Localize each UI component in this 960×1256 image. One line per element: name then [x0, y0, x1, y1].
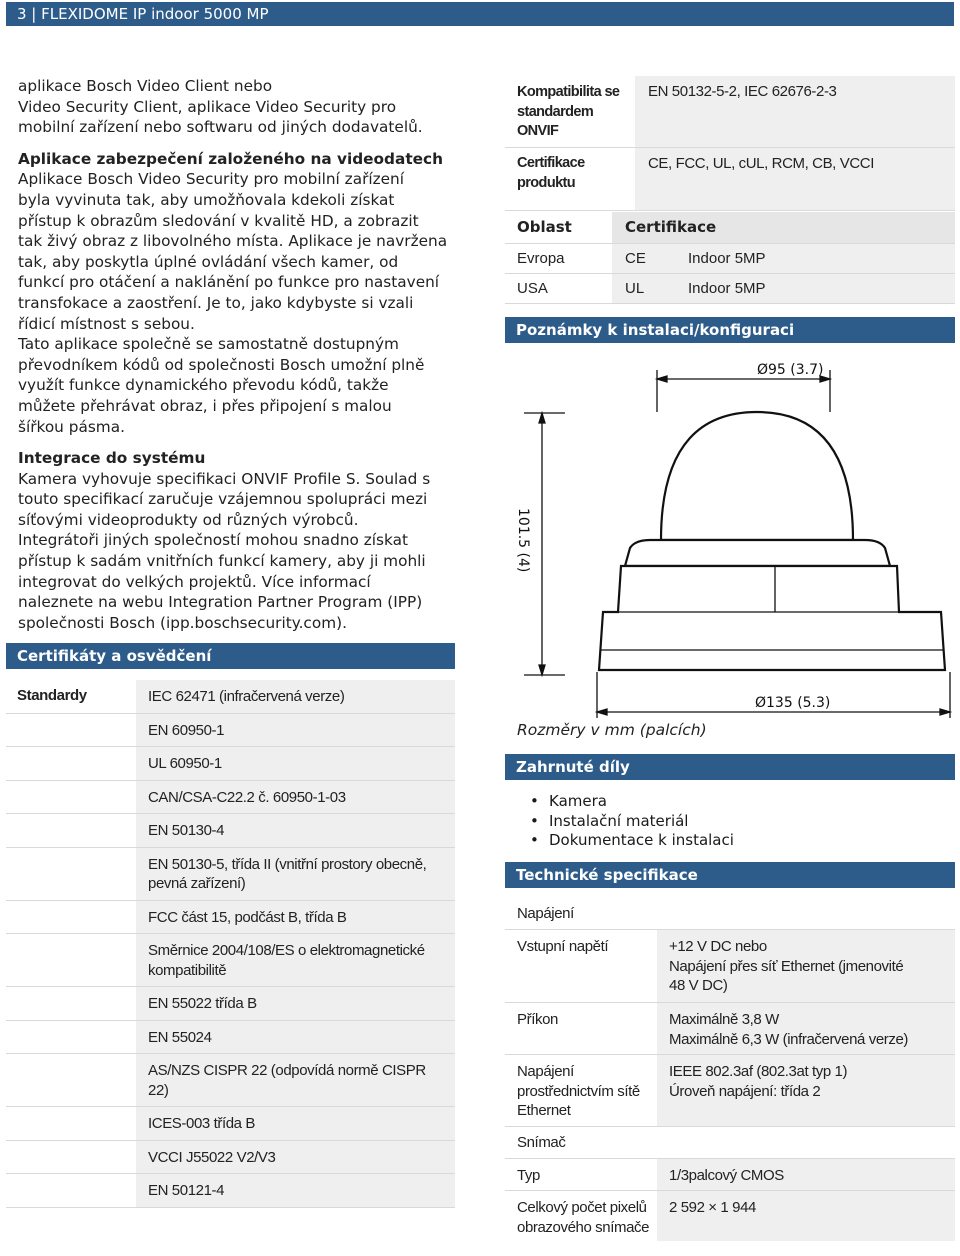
- value-line: Úroveň napájení: třída 2: [669, 1082, 821, 1100]
- integration-heading: Integrace do systému: [18, 449, 206, 468]
- spec-label: [505, 1055, 657, 1126]
- intro-line: aplikace Bosch Video Client nebo: [18, 77, 273, 95]
- paragraph-line: integrovat do velkých projektů. Více informací: [18, 572, 371, 591]
- paragraph-line: Integrátoři jiných společností mohou snadno získat: [18, 531, 408, 550]
- table-row: [6, 1174, 455, 1208]
- standard-item: EN 50130-5, třída II (vnitřní prostory obecně, pevná zařízení): [136, 848, 455, 900]
- product-cert-label: Certifikace produktu: [517, 155, 585, 191]
- table-row: [505, 76, 955, 148]
- included-parts-heading: Zahrnuté díly: [505, 754, 955, 780]
- standard-item: EN 50130-4: [136, 814, 455, 847]
- dim-bottom-label: Ø135 (5.3): [755, 695, 831, 711]
- onvif-value: EN 50132-5-2, IEC 62676-2-3: [635, 76, 955, 147]
- paragraph-line: šířkou pásma.: [18, 417, 125, 436]
- table-row: [505, 274, 955, 304]
- spec-value: [657, 1003, 955, 1054]
- label-line: prostřednictvím sítě: [517, 1082, 640, 1100]
- standard-item: FCC část 15, podčást B, třída B: [136, 901, 455, 934]
- table-row: [6, 901, 455, 935]
- spec-category: Snímač: [505, 1127, 955, 1159]
- dim-height-label: 101.5 (4): [515, 508, 531, 573]
- table-row: [505, 1003, 955, 1055]
- model-cell: Indoor 5MP: [688, 274, 955, 303]
- standard-item: IEC 62471 (infračervená verze): [136, 680, 455, 713]
- table-row: [6, 814, 455, 848]
- paragraph-line: touto specifikací zaručuje vzájemnou spolupráci mezi: [18, 490, 428, 509]
- list-item: • Instalační materiál: [530, 812, 734, 832]
- table-row: [6, 934, 455, 987]
- cert-cell: CE: [612, 244, 688, 273]
- install-notes-heading: Poznámky k instalaci/konfiguraci: [505, 317, 955, 343]
- spec-value: [657, 1055, 955, 1126]
- paragraph-line: transfokace a zaostření. Je to, jako kdybyste si vzali: [18, 293, 414, 312]
- security-app-heading: Aplikace zabezpečení založeného na videodatech: [18, 149, 443, 168]
- region-cell: Evropa: [517, 250, 565, 267]
- table-row: [505, 244, 955, 274]
- table-row: [6, 781, 455, 815]
- spec-category: Napájení: [505, 896, 955, 930]
- dimension-drawing: [505, 350, 955, 720]
- table-row: [6, 714, 455, 748]
- spec-label: Vstupní napětí: [517, 938, 609, 955]
- table-row: [6, 680, 455, 714]
- region-cell: USA: [517, 280, 548, 297]
- value-line: +12 V DC nebo: [669, 938, 767, 955]
- intro-line: Video Security Client, aplikace Video Security pro: [18, 97, 397, 116]
- label-line: Celkový počet pixelů: [517, 1199, 647, 1216]
- tech-specs-heading: Technické specifikace: [505, 862, 955, 888]
- region-table: [505, 212, 955, 304]
- col-header-cert: Certifikace: [612, 212, 955, 243]
- label-line: Ethernet: [517, 1102, 571, 1119]
- parts-list: [530, 792, 734, 851]
- cert-cell: UL: [612, 274, 688, 303]
- standard-item: CAN/CSA-C22.2 č. 60950-1-03: [136, 781, 455, 814]
- paragraph-line: společnosti Bosch (ipp.boschsecurity.com).: [18, 613, 347, 632]
- value-line: Maximálně 6,3 W (infračervená verze): [669, 1030, 909, 1048]
- paragraph-line: Tato aplikace společně se samostatně dostupným: [18, 335, 399, 354]
- table-row: [6, 987, 455, 1021]
- label-line: obrazového snímače: [517, 1218, 650, 1236]
- paragraph-line: funkcí pro otáčení a naklánění po funkce pro nastavení: [18, 273, 440, 292]
- onvif-table: [505, 76, 955, 211]
- spec-label: Typ: [517, 1167, 540, 1184]
- standards-table: [6, 680, 455, 1208]
- list-item: • Dokumentace k instalaci: [530, 831, 734, 851]
- paragraph-line: Aplikace Bosch Video Security pro mobilní zařízení: [18, 170, 404, 189]
- standard-item: EN 55024: [136, 1021, 455, 1054]
- spec-label: Příkon: [517, 1011, 558, 1028]
- spec-value: 2 592 × 1 944: [657, 1191, 955, 1241]
- table-row: [6, 1054, 455, 1107]
- label-line: Napájení: [517, 1063, 574, 1080]
- table-row: [6, 747, 455, 781]
- list-item: • Kamera: [530, 792, 734, 812]
- spec-value: 1/3palcový CMOS: [657, 1159, 955, 1190]
- paragraph-line: využít funkce dynamického převodu kódů, takže: [18, 376, 389, 395]
- paragraph-line: tak, aby poskytla úplné ovládání všech kamer, od: [18, 252, 399, 271]
- paragraph-line: tak živý obraz z libovolného místa. Aplikace je navržena: [18, 232, 448, 251]
- paragraph-line: převodníkem kódů od společnosti Bosch umožní plně: [18, 355, 425, 374]
- page-header: 3 | FLEXIDOME IP indoor 5000 MP: [6, 2, 954, 26]
- paragraph-line: řídicí místnost s sebou.: [18, 314, 195, 333]
- onvif-label: Kompatibilita se standardem ONVIF: [517, 84, 620, 139]
- table-header: [505, 212, 955, 244]
- table-row: [6, 1107, 455, 1141]
- spec-label: [505, 1191, 657, 1241]
- spec-table: [505, 896, 955, 1241]
- table-row: [6, 848, 455, 901]
- table-row: [505, 1191, 955, 1241]
- standard-item: ICES-003 třída B: [136, 1107, 455, 1140]
- standard-item: VCCI J55022 V2/V3: [136, 1141, 455, 1174]
- value-line: Maximálně 3,8 W: [669, 1011, 779, 1028]
- standard-item: AS/NZS CISPR 22 (odpovídá normě CISPR 22): [136, 1054, 455, 1106]
- standards-label: Standardy: [6, 680, 136, 713]
- product-cert-value: CE, FCC, UL, cUL, RCM, CB, VCCI: [635, 148, 955, 210]
- diagram-caption: Rozměry v mm (palcích): [517, 721, 707, 739]
- paragraph-line: přístup k obrazům sledování v kvalitě HD, a zobrazit: [18, 211, 419, 230]
- table-row: [505, 1055, 955, 1127]
- value-line: IEEE 802.3af (802.3at typ 1): [669, 1063, 848, 1080]
- col-header-region: Oblast: [517, 218, 572, 236]
- standard-item: UL 60950-1: [136, 747, 455, 780]
- paragraph-line: můžete přehrávat obraz, i přes připojení s malou: [18, 396, 392, 415]
- standard-item: EN 50121-4: [136, 1174, 455, 1207]
- intro-line: mobilní zařízení nebo softwaru od jiných dodavatelů.: [18, 118, 423, 137]
- table-row: [505, 1159, 955, 1191]
- standard-item: EN 55022 třída B: [136, 987, 455, 1020]
- certifications-heading: Certifikáty a osvědčení: [6, 643, 455, 669]
- standard-item: EN 60950-1: [136, 714, 455, 747]
- paragraph-line: síťovými videoprodukty od různých výrobců.: [18, 510, 359, 529]
- paragraph-line: Kamera vyhovuje specifikaci ONVIF Profile S. Soulad s: [18, 469, 431, 488]
- dim-top-label: Ø95 (3.7): [757, 362, 824, 378]
- value-line: Napájení přes síť Ethernet (jmenovité: [669, 957, 904, 975]
- table-row: [6, 1141, 455, 1175]
- paragraph-line: přístup k sadám vnitřních funkcí kamery, aby ji mohli: [18, 552, 426, 571]
- value-line: 48 V DC): [669, 977, 728, 994]
- left-column: [18, 76, 458, 633]
- paragraph-line: byla vyvinuta tak, aby umožňovala kdekoli získat: [18, 190, 395, 209]
- standard-item: Směrnice 2004/108/ES o elektromagnetické kompatibilitě: [136, 934, 455, 986]
- table-row: [505, 148, 955, 211]
- model-cell: Indoor 5MP: [688, 244, 955, 273]
- table-row: [6, 1021, 455, 1055]
- spec-value: [657, 930, 955, 1002]
- paragraph-line: naleznete na webu Integration Partner Program (IPP): [18, 593, 423, 612]
- table-row: [505, 930, 955, 1003]
